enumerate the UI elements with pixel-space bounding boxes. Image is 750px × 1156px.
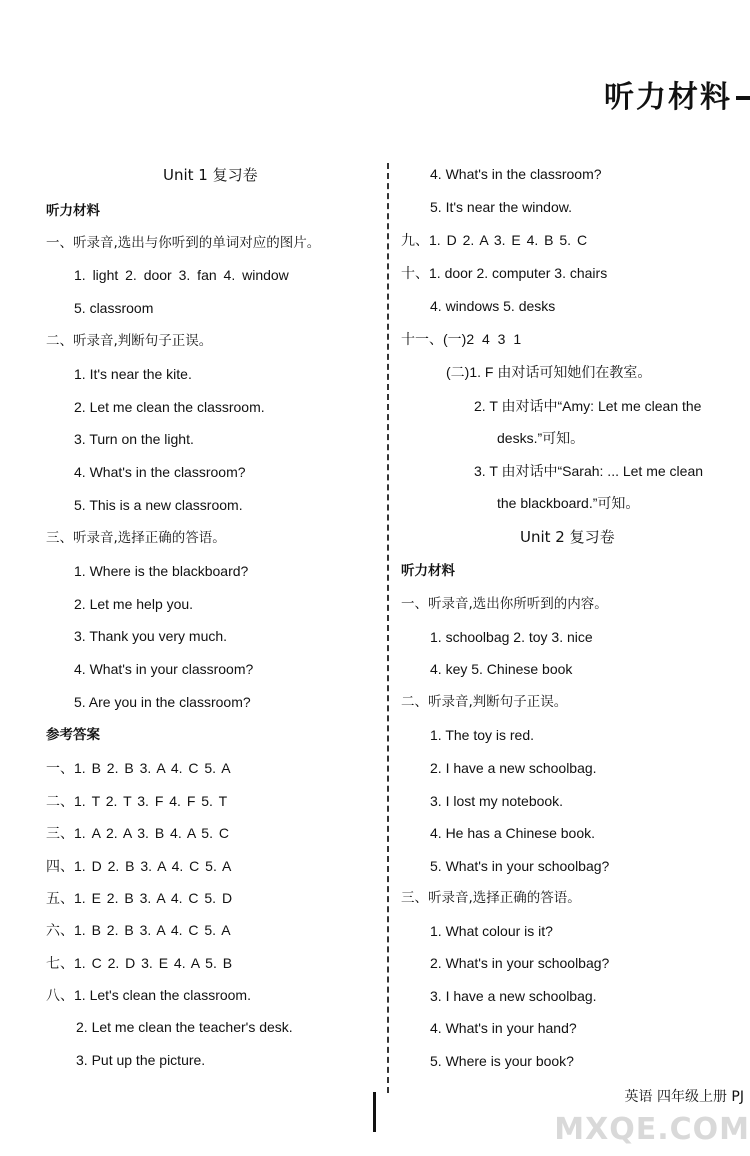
list-item: 4. What's in the classroom? <box>74 464 246 480</box>
list-item: 2. What's in your schoolbag? <box>430 955 610 971</box>
listening-label: 听力材料 <box>401 563 455 579</box>
section8-line1: 八、1. Let's clean the classroom. <box>46 987 251 1003</box>
explanation-line: desks.”可知。 <box>497 430 585 446</box>
section3-title: 三、听录音,选择正确的答语。 <box>46 530 226 546</box>
explanation-line: 3. T 由对话中“Sarah: ... Let me clean <box>474 463 704 479</box>
list-item: 2. Let me help you. <box>74 596 194 612</box>
section1-line2: 5. classroom <box>74 300 154 316</box>
section1-line1: 1. light 2. door 3. fan 4. window <box>74 267 289 283</box>
answer-row: 二、1. T 2. T 3. F 4. F 5. T <box>46 793 228 809</box>
explanation-line: (二)1. F 由对话可知她们在教室。 <box>446 364 652 380</box>
column-divider <box>387 163 389 1093</box>
list-item: 1. Where is the blackboard? <box>74 563 249 579</box>
list-item: 3. Thank you very much. <box>74 628 228 644</box>
list-item: 4. He has a Chinese book. <box>430 825 595 841</box>
header-title: 听力材料 <box>604 80 732 115</box>
list-item: 3. Turn on the light. <box>74 431 194 447</box>
answer-row: 十一、(一)2 4 3 1 <box>401 331 522 347</box>
answer-row: 五、1. E 2. B 3. A 4. C 5. D <box>46 890 233 906</box>
explanation-line: the blackboard.”可知。 <box>497 495 640 511</box>
section2-title: 二、听录音,判断句子正误。 <box>46 333 213 349</box>
list-item: 5. This is a new classroom. <box>74 497 243 513</box>
section8-line3: 3. Put up the picture. <box>76 1052 206 1068</box>
section3-title: 三、听录音,选择正确的答语。 <box>401 890 581 906</box>
list-item: 3. I lost my notebook. <box>430 793 564 809</box>
list-item: 4. What's in your classroom? <box>74 661 254 677</box>
list-item: 1. What colour is it? <box>430 923 553 939</box>
answer-row: 三、1. A 2. A 3. B 4. A 5. C <box>46 825 229 841</box>
explanation-line: 2. T 由对话中“Amy: Let me clean the <box>474 398 702 414</box>
section1-title: 一、听录音,选出与你听到的单词对应的图片。 <box>46 235 321 251</box>
header-tail-decoration <box>736 96 750 100</box>
section1-line2: 4. key 5. Chinese book <box>430 661 573 677</box>
list-item: 2. Let me clean the classroom. <box>74 399 265 415</box>
page-footer: 英语 四年级上册 PJ <box>624 1089 744 1105</box>
answer-row: 四、1. D 2. B 3. A 4. C 5. A <box>46 858 232 874</box>
answer-row: 4. windows 5. desks <box>430 298 556 314</box>
list-item: 1. It's near the kite. <box>74 366 192 382</box>
section2-title: 二、听录音,判断句子正误。 <box>401 694 568 710</box>
list-item: 1. The toy is red. <box>430 727 535 743</box>
right-line: 4. What's in the classroom? <box>430 166 602 182</box>
binding-mark <box>373 1092 376 1132</box>
answer-row: 九、1. D 2. A 3. E 4. B 5. C <box>401 232 588 248</box>
watermark: MXQE.COM <box>554 1112 750 1147</box>
listening-label: 听力材料 <box>46 203 100 219</box>
answer-row: 六、1. B 2. B 3. A 4. C 5. A <box>46 922 231 938</box>
section1-title: 一、听录音,选出你所听到的内容。 <box>401 596 608 612</box>
unit1-title: Unit 1 复习卷 <box>163 166 258 184</box>
list-item: 5. Where is your book? <box>430 1053 574 1069</box>
list-item: 5. What's in your schoolbag? <box>430 858 610 874</box>
list-item: 4. What's in your hand? <box>430 1020 577 1036</box>
list-item: 2. I have a new schoolbag. <box>430 760 597 776</box>
answers-label: 参考答案 <box>46 727 100 743</box>
list-item: 5. Are you in the classroom? <box>74 694 251 710</box>
section8-line2: 2. Let me clean the teacher's desk. <box>76 1019 293 1035</box>
right-line: 5. It's near the window. <box>430 199 572 215</box>
list-item: 3. I have a new schoolbag. <box>430 988 597 1004</box>
answer-row: 七、1. C 2. D 3. E 4. A 5. B <box>46 955 233 971</box>
answer-row: 一、1. B 2. B 3. A 4. C 5. A <box>46 760 231 776</box>
answer-row: 十、1. door 2. computer 3. chairs <box>401 265 608 281</box>
section1-line1: 1. schoolbag 2. toy 3. nice <box>430 629 593 645</box>
unit2-title: Unit 2 复习卷 <box>520 528 615 546</box>
